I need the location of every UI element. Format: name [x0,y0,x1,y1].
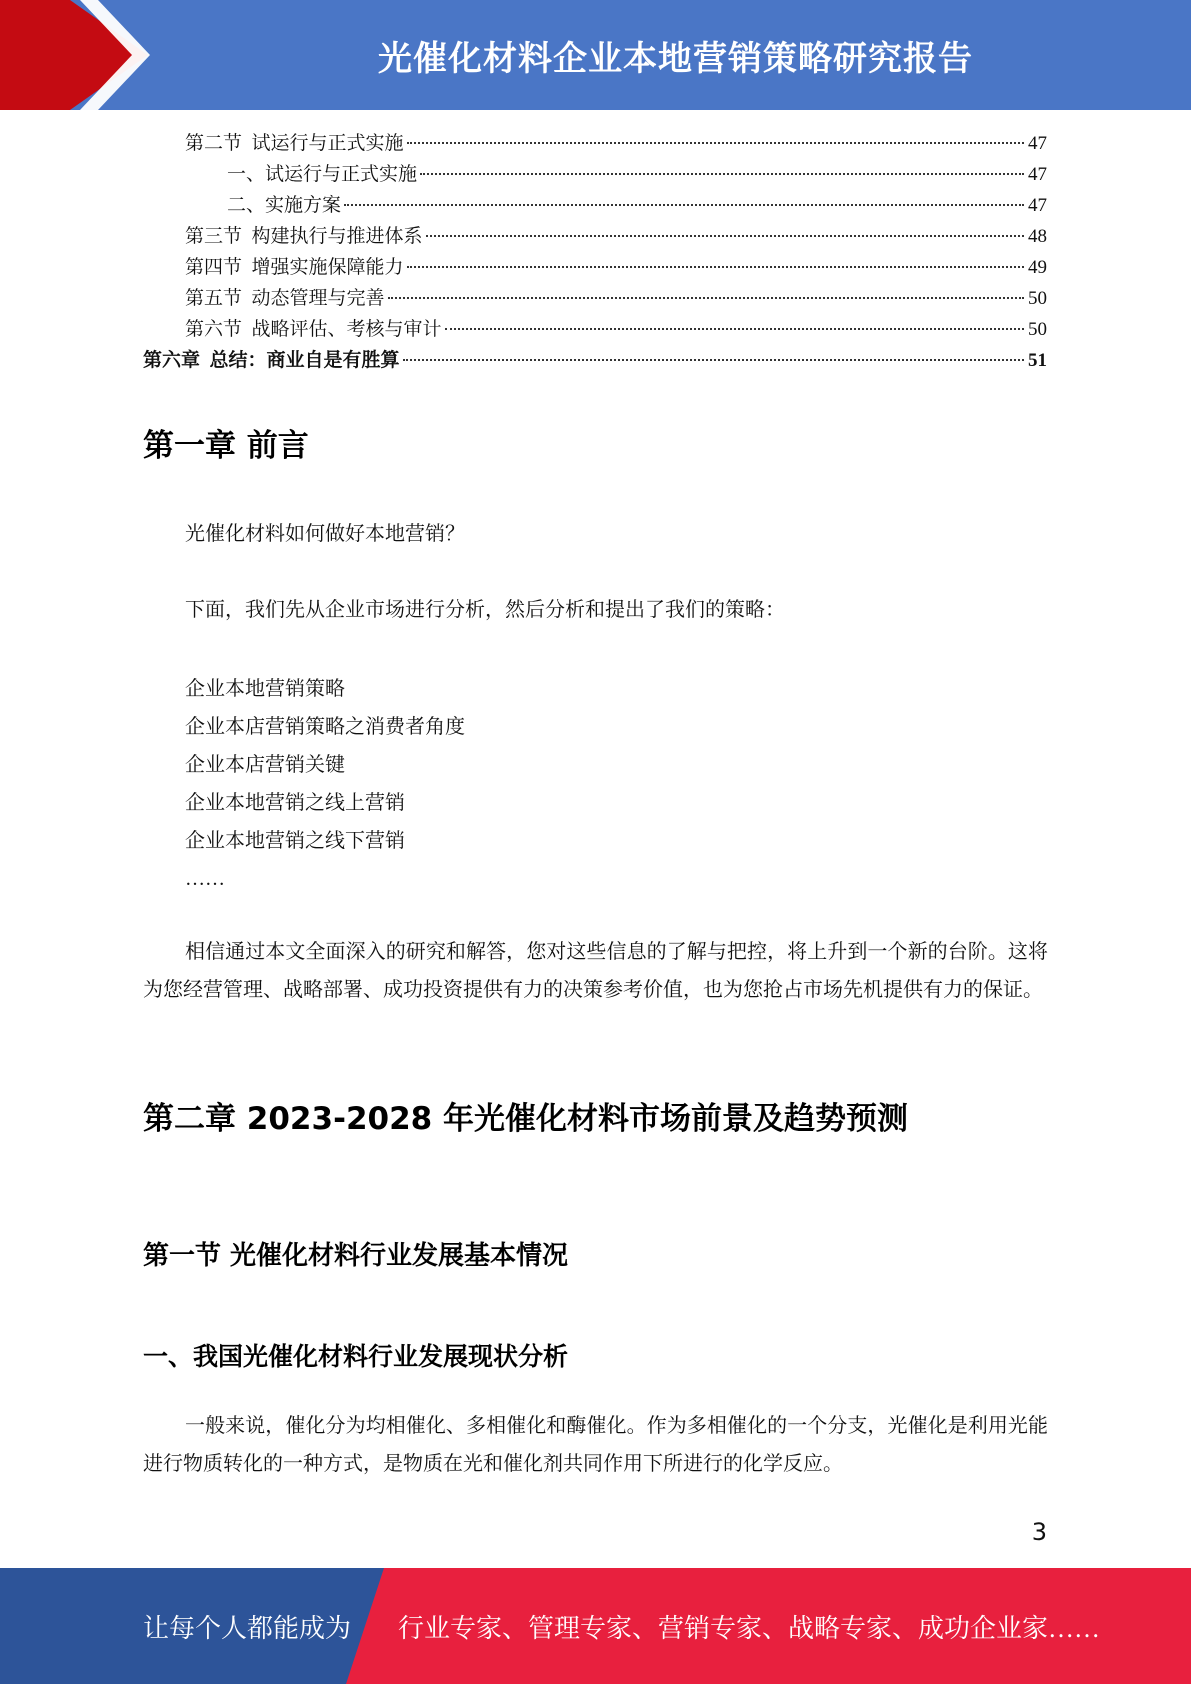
list-item: …… [185,868,225,890]
chapter-1-intro: 下面，我们先从企业市场进行分析，然后分析和提出了我们的策略： [185,599,785,621]
table-of-contents [143,128,1047,376]
page-header [0,0,1191,110]
chapter-1-question: 光催化材料如何做好本地营销？ [185,523,465,545]
toc-entry[interactable] [143,159,1047,190]
report-title: 光催化材料企业本地营销策略研究报告 [378,38,973,79]
toc-leader [344,204,1024,206]
toc-entry-page: 51 [1028,350,1047,371]
toc-entry[interactable] [143,252,1047,283]
toc-entry-page: 49 [1028,257,1047,278]
footer-slogan-right: 行业专家、管理专家、营销专家、战略专家、成功企业家…… [398,1613,1101,1643]
toc-entry[interactable] [143,314,1047,345]
toc-entry-title: 第五节 动态管理与完善 [185,288,385,309]
toc-entry[interactable] [143,190,1047,221]
toc-entry[interactable] [143,128,1047,159]
toc-leader [388,297,1024,299]
toc-leader [445,328,1024,330]
toc-leader [407,266,1024,268]
chapter-1-heading: 第一章 前言 [143,428,309,464]
chapter-2-heading: 第二章 2023-2028 年光催化材料市场前景及趋势预测 [143,1101,909,1137]
toc-entry-page: 50 [1028,319,1047,340]
toc-leader [403,359,1024,361]
toc-entry-title: 二、实施方案 [227,195,342,216]
toc-entry-title: 第六章 总结：商业自是有胜算 [143,350,400,371]
toc-entry-page: 47 [1028,133,1047,154]
toc-entry-page: 47 [1028,164,1047,185]
page-footer [0,1568,1191,1684]
toc-entry-chapter[interactable] [143,345,1047,376]
toc-entry[interactable] [143,221,1047,252]
toc-entry-title: 第二节 试运行与正式实施 [185,133,404,154]
toc-leader [426,235,1024,237]
toc-entry-title: 第三节 构建执行与推进体系 [185,226,423,247]
footer-slogan-left: 让每个人都能成为 [143,1613,352,1643]
list-item: 企业本地营销之线下营销 [185,830,405,852]
subsection-heading: 一、我国光催化材料行业发展现状分析 [143,1342,569,1371]
toc-entry-page: 48 [1028,226,1047,247]
toc-entry-title: 第四节 增强实施保障能力 [185,257,404,278]
body-paragraph: 一般来说，催化分为均相催化、多相催化和酶催化。作为多相催化的一个分支，光催化是利用光能进行物质转化的一种方式，是物质在光和催化剂共同作用下所进行的化学反应。 [143,1415,1048,1475]
page-number: 3 [1031,1518,1047,1546]
toc-entry-page: 50 [1028,288,1047,309]
toc-leader [407,142,1024,144]
list-item: 企业本店营销关键 [185,754,345,776]
list-item: 企业本店营销策略之消费者角度 [185,716,465,738]
toc-entry-page: 47 [1028,195,1047,216]
list-item: 企业本地营销之线上营销 [185,792,405,814]
toc-leader [420,173,1024,175]
list-item: 企业本地营销策略 [185,678,345,700]
toc-entry-title: 一、试运行与正式实施 [227,164,418,185]
section-heading: 第一节 光催化材料行业发展基本情况 [143,1241,569,1271]
chapter-1-closing-paragraph: 相信通过本文全面深入的研究和解答，您对这些信息的了解与把控，将上升到一个新的台阶。这将为您经营管理、战略部署、成功投资提供有力的决策参考价值，也为您抢占市场先机提供有力的保证。 [143,941,1048,1001]
toc-entry[interactable] [143,283,1047,314]
toc-entry-title: 第六节 战略评估、考核与审计 [185,319,442,340]
strategy-list [185,670,465,898]
